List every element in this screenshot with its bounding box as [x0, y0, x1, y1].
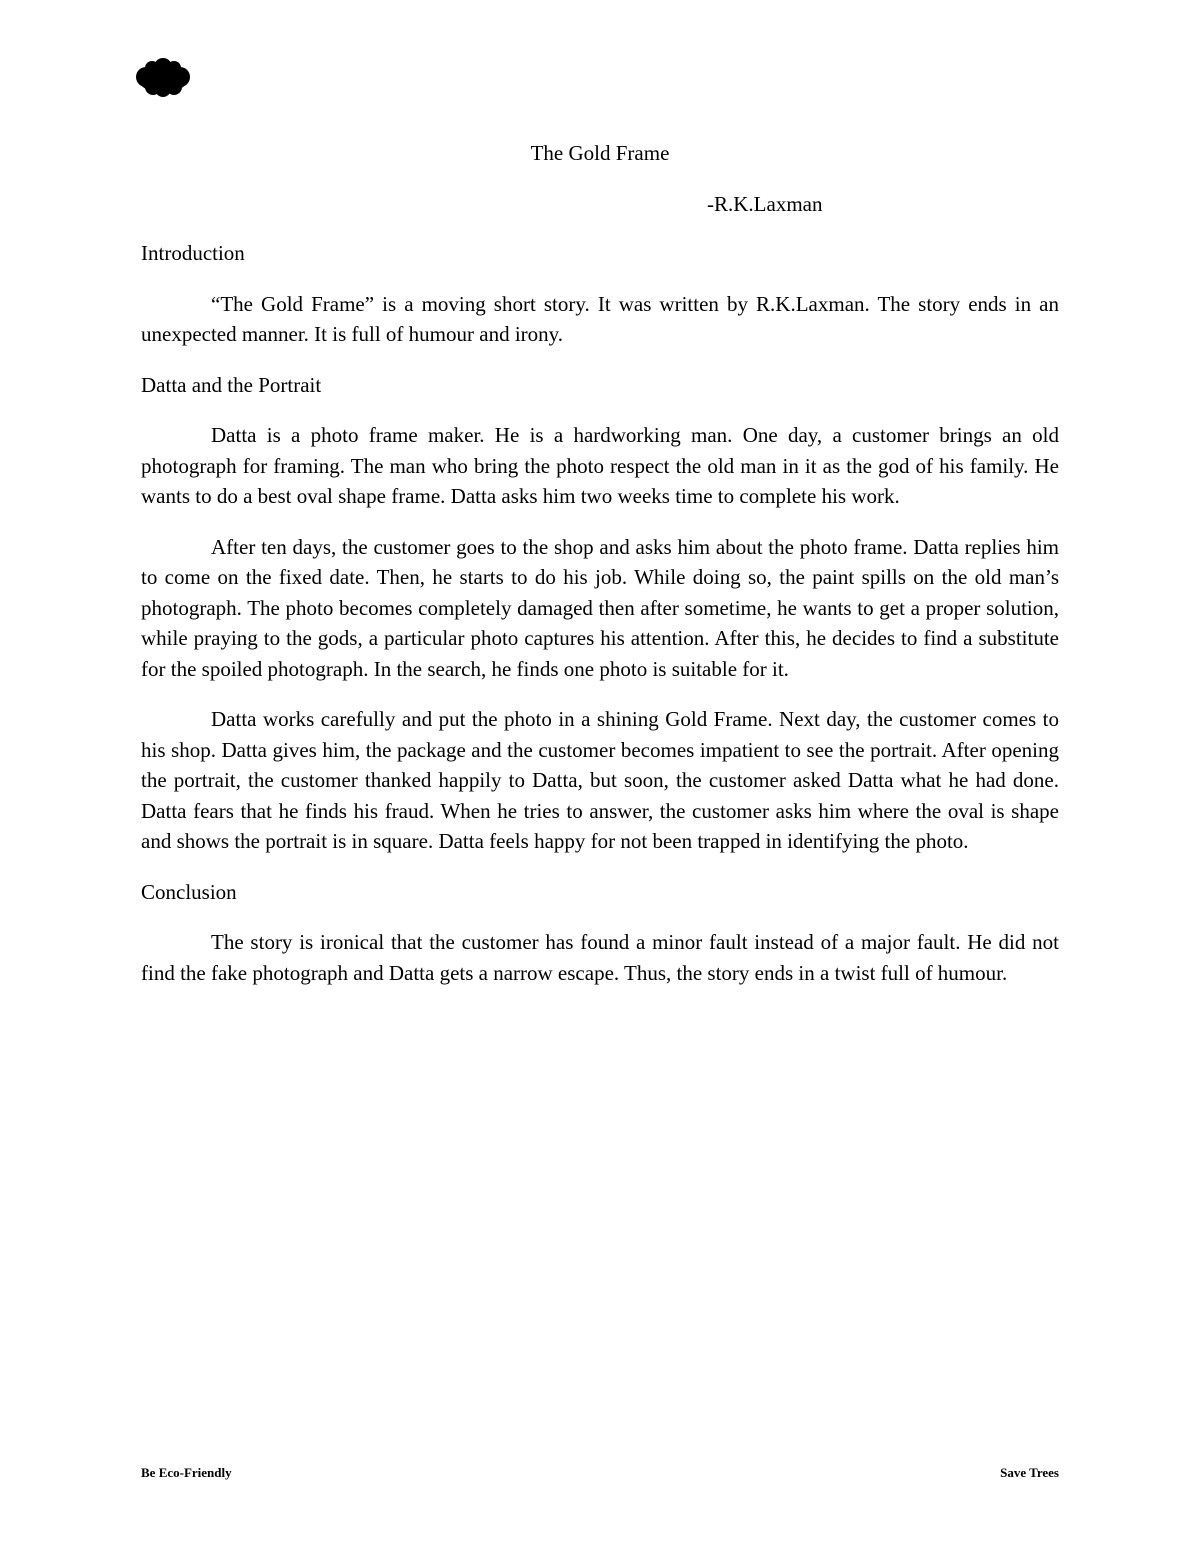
paragraph: After ten days, the customer goes to the shop and asks him about the photo frame. Datta replies him to come on the fixed date. Then, he starts to do his job. While doing so, the paint spills on the old man’s photograph. The photo becomes completely damaged then after sometime, he wants to get a proper solution, while praying to the gods, a particular photo captures his attention. After this, he decides to find a substitute for the spoiled photograph. In the search, he finds one photo is suitable for it. [141, 534, 1059, 681]
document-body [141, 138, 1059, 1008]
section-heading: Introduction [141, 241, 245, 265]
paragraph: The story is ironical that the customer has found a minor fault instead of a major fault. He did not find the fake photograph and Datta gets a narrow escape. Thus, the story ends in a twist full of humour. [141, 930, 1059, 985]
section-introduction [141, 238, 1059, 350]
section-heading: Conclusion [141, 879, 237, 904]
document-author: -R.K.Laxman [707, 191, 823, 216]
footer-right-text: Save Trees [1000, 1465, 1059, 1480]
section-heading: Datta and the Portrait [141, 372, 322, 397]
paragraph: Datta works carefully and put the photo in a shining Gold Frame. Next day, the customer comes to his shop. Datta gives him, the package and the customer becomes impatient to see the portrait. After opening the portrait, the customer thanked happily to Datta, but soon, the customer asked Datta what he had done. Datta fears that he finds his fraud. When he tries to answer, the customer asks him where the oval is shape and shows the portrait is in square. Datta feels happy for not been trapped in identifying the photo. [141, 707, 1059, 853]
section-datta-and-the-portrait [141, 370, 1059, 857]
paragraph: “The Gold Frame” is a moving short story. It was written by R.K.Laxman. The story ends in an unexpected manner. It is full of humour and irony. [141, 291, 1059, 346]
paragraph: Datta is a photo frame maker. He is a hardworking man. One day, a customer brings an old photograph for framing. The man who bring the photo respect the old man in it as the god of his family. He wants to do a best oval shape frame. Datta asks him two weeks time to complete his work. [141, 423, 1059, 508]
section-conclusion [141, 877, 1059, 989]
document-title: The Gold Frame [530, 141, 670, 165]
blob-logo-icon [134, 58, 192, 98]
footer-left-text: Be Eco-Friendly [141, 1465, 232, 1480]
